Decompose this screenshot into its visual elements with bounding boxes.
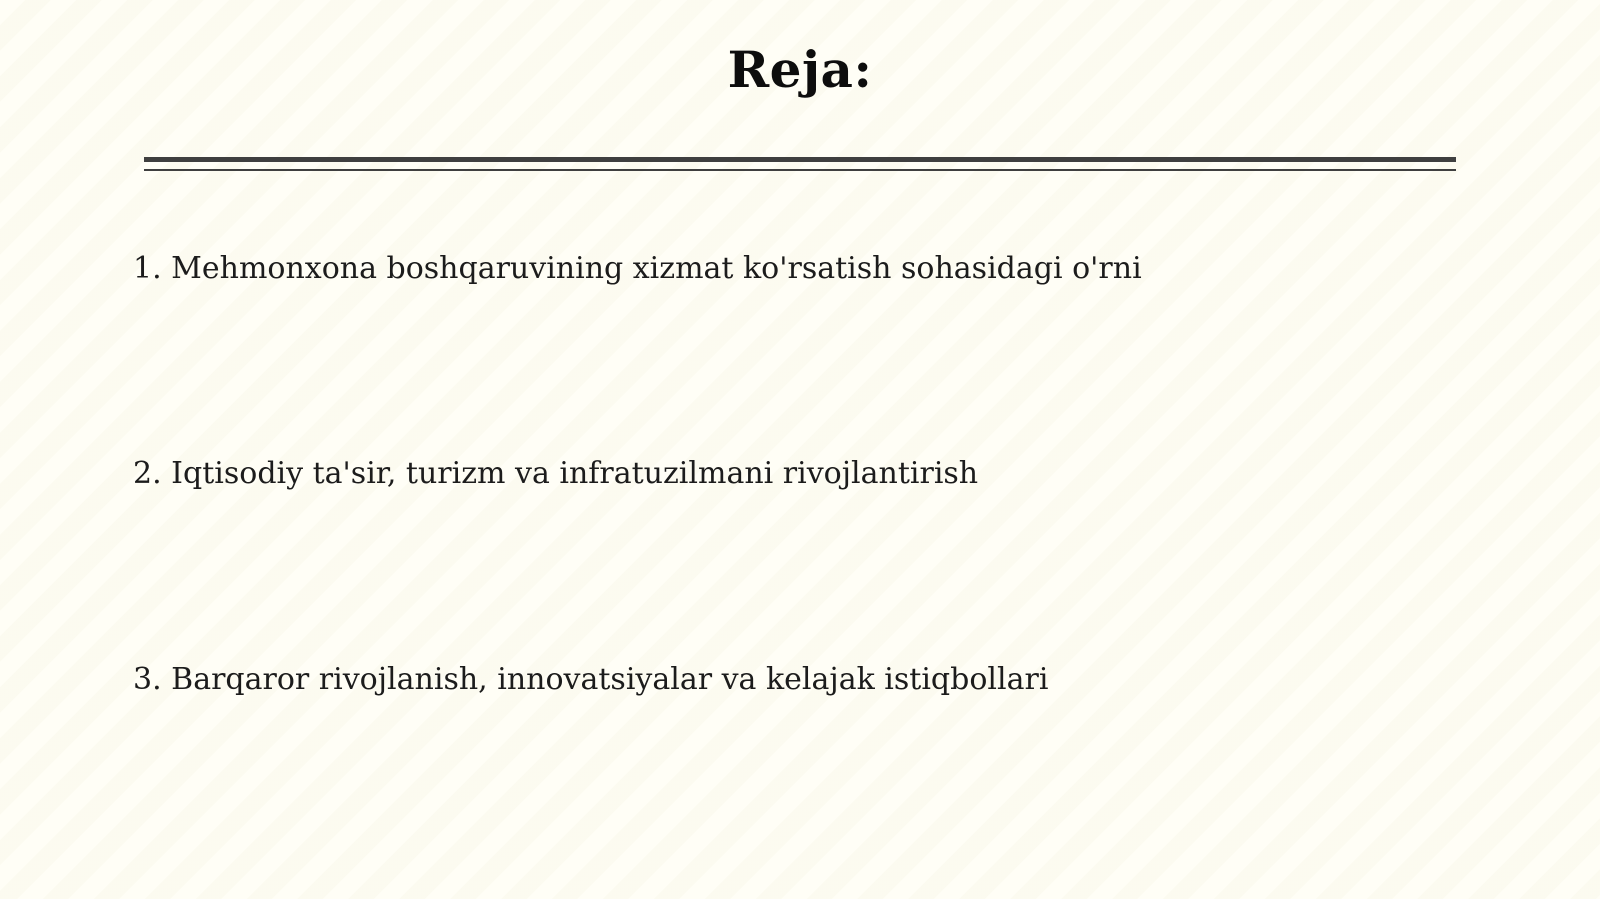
- slide-title: Reja:: [727, 40, 873, 99]
- plan-item-3: 3. Barqaror rivojlanish, innovatsiyalar va kelajak istiqbollari: [133, 662, 1049, 697]
- title-divider-thin: [144, 169, 1456, 171]
- plan-item-1: 1. Mehmonxona boshqaruvining xizmat ko'rsatish sohasidagi o'rni: [133, 251, 1142, 286]
- title-divider-thick: [144, 157, 1456, 162]
- plan-item-2: 2. Iqtisodiy ta'sir, turizm va infratuzilmani rivojlantirish: [133, 456, 979, 491]
